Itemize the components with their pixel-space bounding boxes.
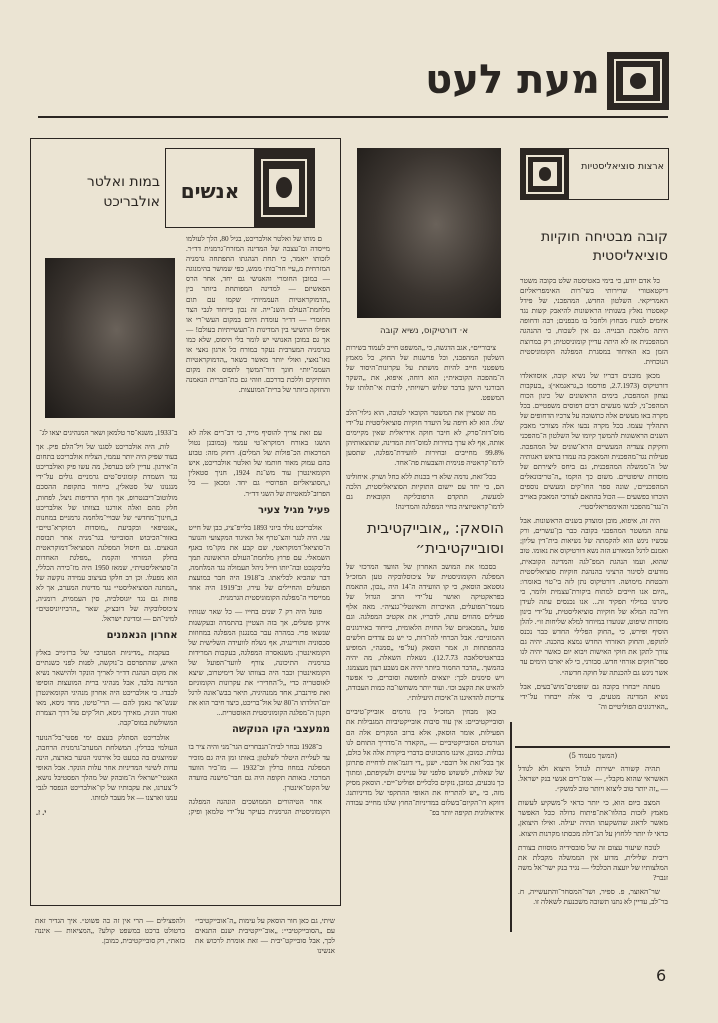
husak-headline: הוסאק: „אובייקטיבית וסובייקטיבית״ (367, 519, 504, 557)
cuba-paragraph: ציבוריים״, אגב הדגשה, כי „המשפט חייב לעמוד בשירות השלטון המהפכני, וכל פרשנות של החוק, כל מאמץ משפטני חייב להיות מושתת על עקרונות־היסוד של ה־מהפכה הקובאית״; הוא דוחה, איפוא, את „השקר הבורגני הישן בדבר שלוש רשויות״, לרבות אי־תלותו של המשפט. (346, 344, 504, 403)
people-body-columns (36, 428, 330, 902)
column-divider (510, 722, 512, 932)
husak-column (346, 562, 504, 930)
photo-caption: א· דורטיקוס, נשיא קובה (379, 326, 469, 336)
cuba-paragraph: בכל־זאת, נדמה שלא די בכנות ללא כחל ושרק. איחולינו הם, כי יחד עם יישום התוקיות הסוציאליסטית, הלכה למעשה, תתקדם הרפובליקה הקובאית גם לדמו־קראטיזציה בחיי המפלגה והמדינה! (346, 473, 504, 512)
section-logo-icon (607, 52, 669, 110)
section-label: ארצות סוציאליסטיות (581, 161, 664, 172)
brecht-text (35, 916, 185, 962)
socialist-countries-header (520, 148, 669, 200)
continued-paragraph: המצב כיום הוא, כי יותר כדאי ל־משקיע לעשות מאמץ לזכות בהלוו־את־פיתוח גדולה ככל האפשר מאשר לדאוג שהשקעתו תהיה יעילה. ואילו היצואן, כדאי לו יותר ללחוץ על הג־דלת מכסתו מקרנות היצוא. (518, 798, 668, 838)
husak-paragraph: בסכמו את המושב האחרון של הוועד המרכזי של המפלגה הקומוניסטית של צ׳כוסלובקיה טען המזכ״ל גוסטאב הוסאק, כי קו הוועידה ה־14 היה „נכון, התאמת בפראקטיקה ואושר על־ידי הרוב הגדול של מעמד־הפועלים, האיכרות והאינטלי־גנציה״. מאה אלף פעילים מהווים עתה, לדבריו, את אקטיב המפלגה. וגם פועל „המכאניזם של החזית הלאומית, בייחוד באירגונים ההמוניים״. אבל הכרחי להו־דות, כי יש גם צדדים חלשים בהתפתחות זו, אמר הוסאק (על־פי „סמנה״, המופיע בבראטיסלאבה 12.7.73). נשאלת השאלה, מה יהיה בהמשך. „הדבר החמור ביותר יהיה אם נשבע רצון מעצמנו. ויש סימנים לכך: יוצאים לחופשה וסוברים, כי אפשר להאיט את הקצב וכו׳. ועוד יותר משחשו־בה כמות העבודה, צריכות להדאיגנו ה־איכות היעילות״. (346, 563, 504, 703)
socialist-logo-icon (521, 149, 569, 199)
column-rule (515, 746, 670, 748)
people-section-label: אנשים (180, 179, 240, 203)
continued-paragraph: שר־האוצר, פ. ספיר, ושר־המסחר־והתעשייה, ח. בר־לב, עדיין לא נתנו תשובה משכנעת לשאלה זו. (518, 887, 668, 907)
people-paragraph: בעקבות „מדיניות המערב״ של ברז׳נייב באלץ האיש, שהתפרסם כ־נוקשה, לפנות לפני כשנתיים את מקום הנהגת דד״ר לאריך הונקר ולהישאר נשיא המדינה בלבד, אבל מנהיגי ברית המועצות הוסיפו לכבדו. כי אולבריכט היה אחרון מנהיגי הקומאינטרן שנש־אר נאמן להם — הרי־טיטו, מחד גיסא, מאו ואנוור הוג׳ה, מאידך גיסא, תול־קים על דרך הצמרת המשולשת במוס־קבה. (36, 648, 178, 728)
subhead-line: ממעצבי הקו הנוקשה (232, 724, 330, 736)
people-intro: ם מותו של ואלטר אולבריכט, בגיל 80, הלך לעולמו מייסדה ומ־עצבה של המדינה המזרח־גרמנית דד״ר. לזכותו ייאמר, כי תחת הנהגתו התפתחה גרמניה המזרחית מ„עיי חר־בות׳ ממש, כפי שמושר בהימנוגה — במובן החומרי והאנושי גם יחד, אחר הרס הפאשיזם — למדינה המפותחת ביותר בין „הדמוקראטיות העממיות״ שקמו עם תום מלחמת־העולם השנ־ייה. זה נכון בייחוד לגבי הצד החומרי — דד״ר עומדת היום במקום העשי־רי או אפילו התשיעי בין המדינות ה־תעשייתיות בעולם! — אך גם במובן האנושי יש לומר בלי היסוס, שלא כמו בגרמניה המערבית נעקר במורח כל ארגון נאצי או נאו־נאצי, ואולי יותר מאשר בשאר „הדמוקראטיות העממ־יות״ חונך דור־המשך לתפוס את מקום הוותיקים וללכת בדרכם. וזוהי גם בת־הברית הנאמנה והחזקה ביותר של ברית־המועצות. (186, 235, 330, 395)
husak-paragraph: כאן מבחין המזכ״ל בין גורמים אובייק־טיביים וסובייקטיביים: אין עוד סיבות אובייקטיביות המגבילות את הפעילות, אומר הוסאק, אלא ברוב המקרים אלה הם הגורמים הסובייקטיביים — „הקאדר ה־מדריך התוחם לנו גבולות. כמובן, איננו מתכוונים בדברי ביקורת אלה אל כולם, אך בכל־זאת אל רובם״. ישנן „די דוגמ־אות לדחיית פתרונן של שאלות, לששוש סלפני של עניינים ולעקיפתם, ומתוך כך נובעים, כמובן, נזקים כלכליים ופוליט־יים״. הוסאק מסיק מזה, כי „יש להתריח את האופי ההתקפי של מדיניותנו. דווקא דו־הקיום־בשלום במדיניות־החוץ שלנו מחייב עבודה אידאולוגית תקיפה יותר בפ־ (346, 708, 504, 818)
cuba-paragraph: מעתה ייבחרו בקובה גם שופטים־מוש־בעים, אבל נשיא המדינה מטעים, כי אלה ייבחרו על־ידי „האירגונים הפוליטיים וה־ (520, 682, 668, 711)
cuba-paragraph: היה זה, איפוא, מובן ומוצדק בשנים הראשונות. אבל עתה המשטר המהפכני בקובה כבר בן־עשרים, ורק עכשיו ניגש הוא להקמתה של נשיאות בית־דין עליון; ואמנם לרגל המאורע הזה נשא דורטיקוס את נאומו. טוב שהוא, ועמו הנהגת המפ־לגה והמדינה הקובאית, מודעים לסיגור הרציני בהנהגת חוקיות סוציאליסטית והבטחת מימושה. דורטיקוס נתן לזה בי־טוי באומרו: „היום אנו חייבים למתוח ביקורת־עצמית ולומר, כי סיגרנו במילוי תפקיד זה... אנו נכנסים עתה לעידן חיו־בה המלא של חוקיות סוציאליסטית, על־ידי כינון מוסדות שיפוט, שנועדו במיוחד למלא שליחות זו״. להלן הוסיף ופירש, כי „החוק הפלילי החדש כבר נכנס לתוקפו, והחוק האזרחי החדש נמצא בהכנה. יהיה גם צורך לתקן את חוקי האישות ויבוא יום כאשר יהיה לנו ספר־חוקים אזרחי חדש. סבורני, כי לא יארכו הימים עד אשר ניגש גם להכנתה של חוקה חדשה״. (520, 517, 668, 677)
dorticos-photo (357, 148, 501, 318)
cuba-paragraph: כל אדם יודע, כי בימי באטיסטה שלט בקובה משטר דיקטאטורי שרירותי בשי־רות האימפריאליזם האמריקאי. השלטון החדש, המהפכני, של פידל קאסטרו נאלץ בשנותיו הראשונות להיאבק קשות נגד איומים למגרז מבחוץ ולחבל בו מבפנים; רבה ודחופה היתה מלאכת הבנייה. גם אין לשכוח, כי ההנהגה המהפכנית אז לא היתה עדיין קומוניסטית; רק במרוצת הזמן בא האיחוד במסגרת המפלגה הקומוניסטית הנוכחית. (520, 277, 668, 366)
page-number: 6 (656, 966, 667, 985)
cuba-headline: קובה מבטיחה חוקיות סוציאליסטית (540, 229, 668, 264)
ulbricht-photo (45, 258, 175, 418)
people-paragraph: לות, היה אולבריכט לסגנו של ויל־הלם פיק. אך בעוד שפיק היה יותר עממי, הצליח אולבריכט בתחום ה־אירגון. עדיין לוט בערפל, מה עשו פיק ואולבריכט נגד השמדת קומוניס־טים גרמניים גולים על־ידי מנגנונו של סטאלין, בייחוד בתקופת ההסכם מולוטוב־ריבנטרופ, אך חרף הרדיפות ניצל, לפחות, חלק מהם ואלה אורגנו בצוותו של אולבריכט ב„חינוך־מחדש״ של שבויי־מלחמה גרמניים במחנות „אנטיפא״ ובקביעת „מוסדות דמוקרא־טיים״ באזור־הכיבוש הסובייטי בגר־מניה אחר תבוסת הנאצים. גם חיסול המפלגה הסוציאל־דמוקראטית בחלק המזרחי והקמת „מפלגת האחדות ה־סוציאליסטית״, שמאז 1950 היה מז־כירה הכללי, הוא מפעלו. וכן רב חלקו בעיצוב עמידה נוקשה של „המחנה הסוציאליסטי״ נגד מדינות המערב, אך לא פחות גם נגד יוגוסלביה, סין העממית, רומניה, צ׳כוסלובקיה של דובצ׳ק, שאר „הרביזיוניסטים״ למיני־הם — ומדינת ישראל. (36, 443, 178, 623)
people-paragraph: אולבריכט הסתלק בעצם ימי פסטי־בל־הנוער העולמי בברלין. המשלחת המערב־גרמנית הרחבה, שמיוצגים בה כמעט כל אירגוני הנוער בארצה, הינה עדות לשינוי המדיניות אחר עלות הונקר. אבל האופי האנטי־ישראלי ה־מובהק של מהלך הפסטיבל נושא, ל־צערנו, את עקבותיו של קו־אולבריכט הנפסד לגבי עמנו וארצנו — אל מעבר למותו. (36, 733, 178, 803)
continued-label: (המשך מעמוד 5) (568, 752, 618, 760)
cuba-column (520, 276, 668, 746)
subhead-last: אחרון הנאמנים (106, 629, 178, 641)
people-paragraph: אחר הטיהורים הממושכים הונהגה המפלגה הקומוניסטית הגרמנית בעיקר על־ידי טלמאן ופיק; ב־1933, משנא־סר טלמאן ושאר המנהיגים יצאו לג־ (39, 429, 330, 816)
people-paragraph: ב־1928 נבחר לבית־הנבחרים הגר־מני והיה ציר בו עד לעליית היטלר לשלטון; באותו זמן היה גם מזכיר המפלגה במחוז ברלין וב־1932 — מז־כיר הוועד המרכזי. באותה תקופה היה גם חבר־מישנה בוועדה של הקומ־אינטרן. (188, 743, 330, 792)
brecht-paragraph: ולהפצילים — הרי אין זה כה פשוט״. איך הגדיר זאת ברטולט ברכט במשפט קולע? „המציאות — איננה כזאת״, רק סובייקטיבית, כמובן. (35, 917, 185, 946)
subhead-young: פעיל מגיל צעיר (257, 504, 330, 516)
people-paragraph: אולבריכט נולד ביוני 1893 בלייפ־ציג, כבן של חייט עני. היה לנגר והצ־טרף אל האיגוד המקצועי והנוער ה־סוציאל־דמוקראטי, שם קבע את מקו־מו באגף השמאלי. עם פרוץ מלחמת־העולם הראשונה תמך בליבקנכט ובה־יותו חייל ניהל תעמולה נגד המלחמה, דבר שהביא לכליאתו. ב־1918 היה חבר במועצת הפועלים והחיילים של עירו, וב־1919 היה אחד ממייסדי ה־מפלגה הקומוניסטית הגרמנית. (188, 523, 330, 603)
husak-end-paragraph: שיתי, גם כאן חור הוסאק על עימות „ה־אובייקטיבי״ עם „הסובייקטיבי״: „אוב־ייקטיבית ישנם התנאים לכך, אבל סובייקט־יבית — זאת אומרת לרכוש את אנשינו (195, 917, 335, 956)
cuba-paragraph: מכאן מובנים דבריו של נשיא קובה, אוסוואלדו דורטיקוס (2.7.1973, פורסמו ב„גראנמא״): „בעקבות נצחון המהפכה, בימים הראשונים של כינון הכוח המהפכ־ני, לבשו מעשים רבים דפוסים משפטיים. בכל מקרה באו מעשים אלה כתשובה על צרכיו הדחופים של התהליך עצמו. בכל מקרה נבעו אלה מצורכי מאבק השנים הראשונות להמשך קיומו של השלטון ה־מהפכני וחקיקת צעדיה המעשיים הרא־שונים של המהפכה. פעילות נגד־מהפכנית והמאבק בה עמדו בראש דאגותיה של ה־ממשלה המהפכנית, גם ביחס ליצירתם של מוסדות שיפוטיים. משום כך הוקמו „ה־טריבונאלים המהפכניים׳, שונה ספר החו־קים ומעשים נוספים הוכרזו כפשעים — הכול בהתאם לצורכי המאבק באוייב ה־נגד־מהפכני והאימפריאליסטי״. (520, 371, 668, 512)
people-paragraph: פועל היה רק 7 שנים בחייו — כל שאר שנותיו אירגן פועלים, אך בזה הצטיין בהתמדה ובעקשנות שנשאו פרי. במהרה עבר במנגנון המפלגה במחוזות סכסוניה ותורינגיה, אף נשלח לוועידה השלישית של הקומאינטרן. משנאסרה המפלגה, בעקבות המרידות בגרמניה התיכונה, צורף לוועד־הפועל של הקומאינטרן וכבר היה בצוותו של דימיטרוב, שיצא לאוסטריה כדי „ל־החדיר״ את עקרונות הקומוניזם ואת פירנברג, אחד ממנהיגיה, תיאר בבש־אונה לרגל יום־הולדתו ה־80 של אול־בריכט, כיצד חיבר הוא את תקנון ה־מפלגה הקומוניסטית האוסטרית... (188, 608, 330, 718)
cuba-continued-column (346, 343, 504, 513)
continued-paragraph: תהיה קשורה ישירות לגודל היצוא ולא לגודל האשראי שהוא מקבל״, — אומ־רים אנשי בנק ישראל. — „זה יותר טוב ליצוא ויותר טוב למשק״. (518, 764, 668, 794)
people-logo-icon (254, 149, 314, 227)
signature: י. ז. (36, 808, 47, 818)
people-intro-column (186, 234, 330, 424)
people-headline: במות ואלטר אולבריכט (86, 174, 160, 210)
continued-paragraph: לנוכח שיעור עצום זה של סובסידיה מוסוות בצורת ריבית שלילית, מדוע אין הממשלה מקבלת את המלצותיו של יועצה הכלכלי — נגיד בנק ישר־אל משה זנבר? (518, 842, 668, 882)
people-section-header (165, 148, 315, 228)
masthead-rule (38, 116, 668, 118)
masthead-title: מעת לעט (425, 57, 600, 103)
continued-column (518, 764, 668, 934)
husak-end-text (195, 916, 335, 962)
cuba-paragraph: מה שמציין את המשטר הקובאי לטובה, הוא גילוי־הלב שלו. הוא לא חיפה על היעדר חוקיות סוציאליסטית על־ידי מוס־דות־סרק, לא חיבר חוקה אידיאלית שאין מקיימים אותה, אף לא ערך בחירות למוס־דות המדינה, שתוצאותיהן 99.8% מחייבים ובחירות לוועידת־מפלגה, שתסען לדמו־קראטיה פנימית והצבעות פה־אחד. (346, 408, 504, 468)
people-paragraph: עם זאת צריך להוסיף מייד, כי דב־רים אלה לא הושגו באורח דמוקרא־טי עממי (במובנן נטול המרכאות הכ־פולות של המלים). רחוק מזה: טבוע בהם עמוק מאוד חותמו של ואלטר אולבריכט, איש הקומאינטרן עוד מש־נת 1924, חניך סטאלין ו„הסוציאליזם הפרוסי״ גם יחד. ומכאן — כל הפרוב־למאטיות של השגי דד״ר. (188, 429, 330, 498)
